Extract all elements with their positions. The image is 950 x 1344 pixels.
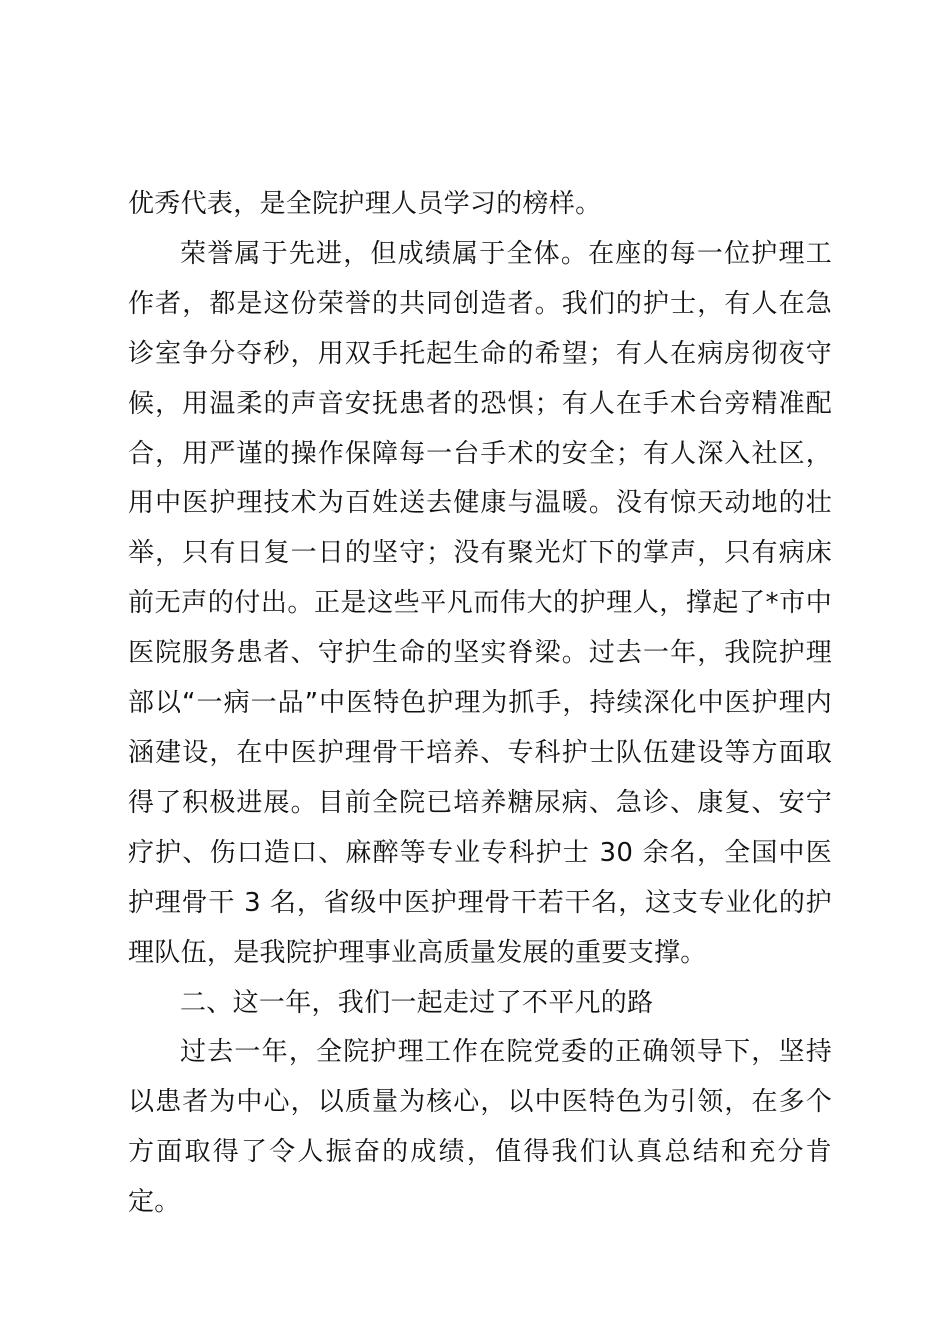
paragraph-summary: 过去一年，全院护理工作在院党委的正确领导下，坚持以患者为中心，以质量为核心，以中医特色为引领，在多个方面取得了令人振奋的成绩，值得我们认真总结和充分肯定。 (128, 1037, 832, 1218)
paragraph-honor: 荣誉属于先进，但成绩属于全体。在座的每一位护理工作者，都是这份荣誉的共同创造者。我们的护士，有人在急诊室争分夺秒，用双手托起生命的希望；有人在病房彻夜守候，用温柔的声音安抚患者的恐惧；有人在手术台旁精准配合，用严谨的操作保障每一台手术的安全；有人深入社区，用中医护理技术为百姓送去健康与温暖。没有惊天动地的壮举，只有日复一日的坚守；没有聚光灯下的掌声，只有病床前无声的付出。正是这些平凡而伟大的护理人，撑起了*市中医院服务患者、守护生命的坚实脊梁。过去一年，我院护理部以“一病一品”中医特色护理为抓手，持续深化中医护理内涵建设，在中医护理骨干培养、专科护士队伍建设等方面取得了积极进展。目前全院已培养糖尿病、急诊、康复、安宁疗护、伤口造口、麻醉等专业专科护士 30 余名，全国中医护理骨干 3 名，省级中医护理骨干若干名，这支专业化的护理队伍，是我院护理事业高质量发展的重要支撑。 (128, 238, 832, 968)
section-heading: 二、这一年，我们一起走过了不平凡的路 (180, 987, 654, 1018)
document-body (128, 180, 832, 1228)
paragraph-continuation: 优秀代表，是全院护理人员学习的榜样。 (128, 189, 602, 219)
